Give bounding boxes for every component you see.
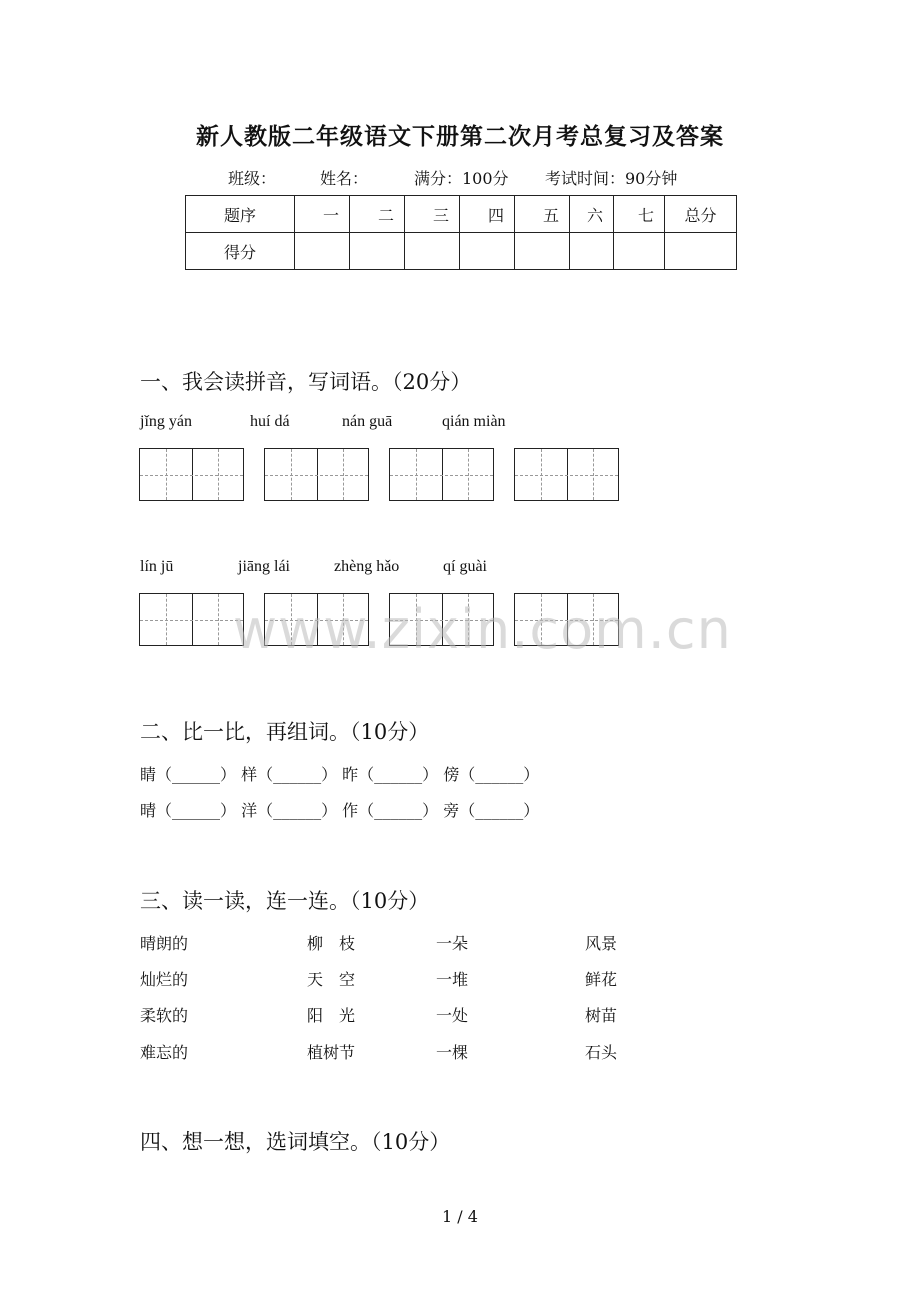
pinyin-label: zhèng hǎo [334, 558, 400, 575]
pinyin-label: jiāng lái [238, 558, 290, 575]
page-number: 1 / 4 [442, 1207, 478, 1226]
section1-heading: 一、我会读拼音，写词语。（20分） [140, 370, 472, 394]
section3-heading: 三、读一读，连一连。（10分） [140, 889, 430, 913]
name-label: 姓名： [320, 169, 369, 188]
score-cell[interactable] [295, 233, 350, 270]
score-cell[interactable] [570, 233, 614, 270]
writing-grid[interactable] [264, 448, 369, 501]
table-header-cell: 六 [570, 196, 614, 233]
table-header-cell: 二 [350, 196, 405, 233]
match-item: 风景 [585, 934, 618, 953]
writing-grid[interactable] [389, 448, 494, 501]
compare-line-1: 睛（______） 样（______） 昨（______） 傍（______） [140, 765, 540, 784]
compare-line-2: 晴（______） 洋（______） 作（______） 旁（______） [140, 801, 540, 820]
exam-time-label: 考试时间：90分钟 [545, 169, 678, 188]
table-header-cell: 一 [295, 196, 350, 233]
match-item: 柳 枝 [307, 934, 356, 953]
match-item: 树苗 [585, 1006, 618, 1025]
score-table [185, 195, 737, 270]
table-header-cell: 题序 [186, 196, 295, 233]
score-cell[interactable] [350, 233, 405, 270]
match-item: 一朵 [436, 934, 469, 953]
score-cell[interactable] [460, 233, 515, 270]
match-item: 一棵 [436, 1043, 469, 1062]
full-score-label: 满分：100分 [414, 169, 509, 188]
match-item: 天 空 [307, 970, 356, 989]
table-header-cell: 五 [515, 196, 570, 233]
pinyin-label: huí dá [250, 413, 290, 430]
score-cell[interactable] [405, 233, 460, 270]
table-header-cell: 总分 [665, 196, 737, 233]
score-cell[interactable] [614, 233, 665, 270]
section2-heading: 二、比一比，再组词。（10分） [140, 720, 430, 744]
match-item: 石头 [585, 1043, 618, 1062]
table-row-label: 得分 [186, 233, 295, 270]
pinyin-label: nán guā [342, 413, 393, 430]
match-item: 植树节 [307, 1043, 356, 1062]
score-cell[interactable] [515, 233, 570, 270]
match-item: 灿烂的 [140, 970, 189, 989]
match-item: 阳 光 [307, 1006, 356, 1025]
match-item: 一堆 [436, 970, 469, 989]
pinyin-label: lín jū [140, 558, 174, 575]
table-header-cell: 三 [405, 196, 460, 233]
score-table-header-row [186, 196, 737, 233]
pinyin-label: qí guài [443, 558, 487, 575]
writing-grid[interactable] [139, 448, 244, 501]
writing-grid[interactable] [514, 448, 619, 501]
match-item: 鲜花 [585, 970, 618, 989]
section4-heading: 四、想一想，选词填空。（10分） [140, 1130, 451, 1154]
class-label: 班级： [228, 169, 277, 188]
match-item: 晴朗的 [140, 934, 189, 953]
score-table-row [186, 233, 737, 270]
match-item: 柔软的 [140, 1006, 189, 1025]
pinyin-label: qián miàn [442, 413, 506, 430]
watermark: www.zixin.com.cn [233, 598, 732, 661]
writing-grid[interactable] [139, 593, 244, 646]
match-item: 难忘的 [140, 1043, 189, 1062]
table-header-cell: 七 [614, 196, 665, 233]
document-title: 新人教版二年级语文下册第二次月考总复习及答案 [196, 123, 724, 150]
score-cell[interactable] [665, 233, 737, 270]
pinyin-label: jǐng yán [140, 413, 192, 430]
match-item: 一处 [436, 1006, 469, 1025]
table-header-cell: 四 [460, 196, 515, 233]
